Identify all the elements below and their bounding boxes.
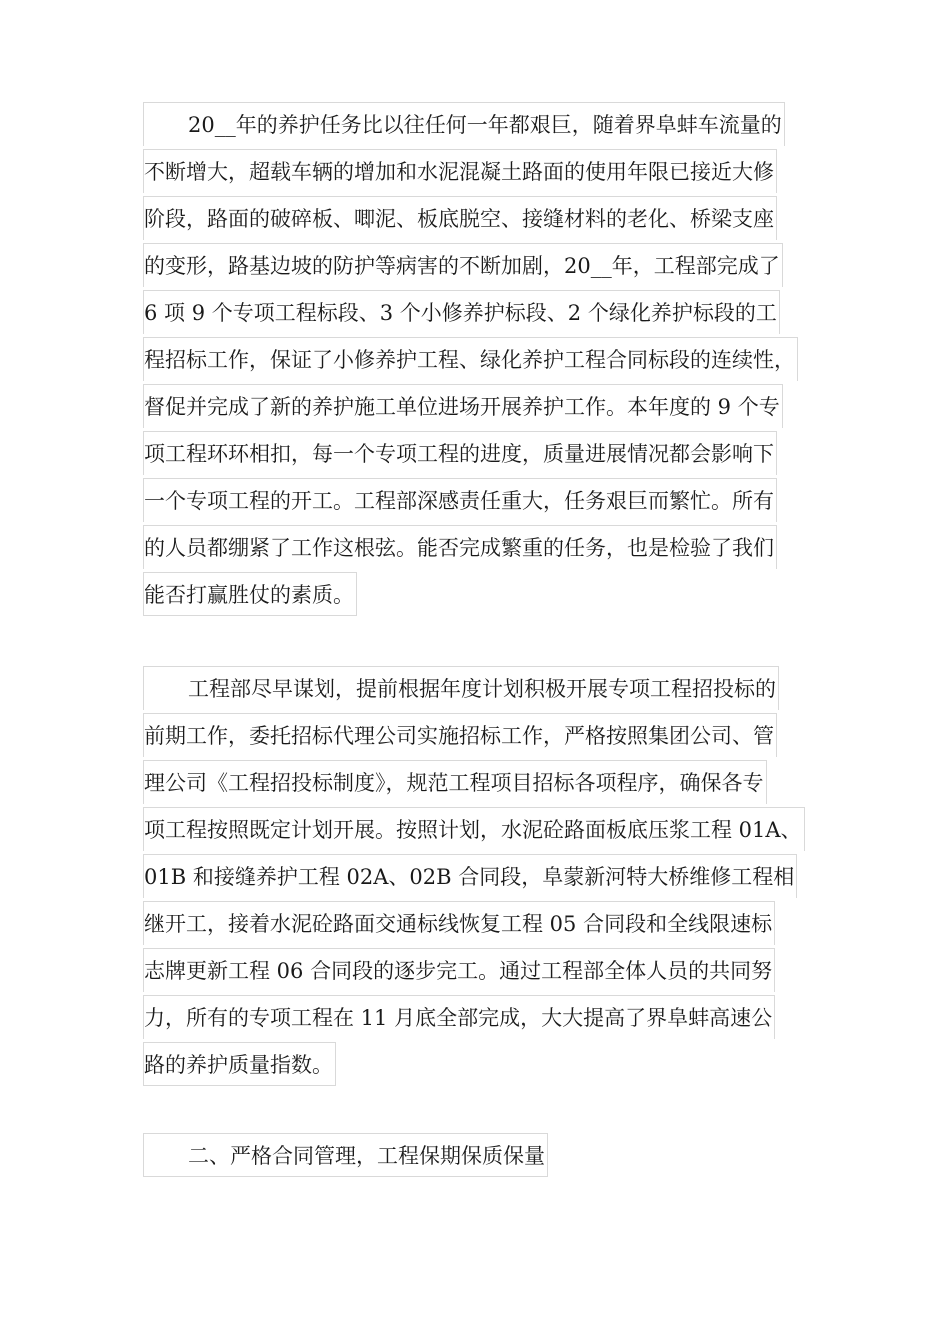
- text-line: 前期工作，委托招标代理公司实施招标工作，严格按照集团公司、管: [143, 713, 777, 757]
- paragraph-1: [143, 102, 818, 619]
- text-line: 继开工，接着水泥砼路面交通标线恢复工程 05 合同段和全线限速标: [143, 901, 775, 945]
- text-line-content: 20__年的养护任务比以往任何一年都艰巨，随着界阜蚌车流量的: [188, 113, 782, 137]
- text-line: 路的养护质量指数。: [143, 1042, 336, 1086]
- text-line: 6 项 9 个专项工程标段、3 个小修养护标段、2 个绿化养护标段的工: [143, 290, 780, 334]
- text-line: 一个专项工程的开工。工程部深感责任重大，任务艰巨而繁忙。所有: [143, 478, 777, 522]
- section-heading: [143, 1133, 818, 1180]
- text-line: [143, 102, 785, 146]
- text-line: 项工程按照既定计划开展。按照计划，水泥砼路面板底压浆工程 01A、: [143, 807, 805, 851]
- text-line: 督促并完成了新的养护施工单位进场开展养护工作。本年度的 9 个专: [143, 384, 783, 428]
- text-line: 的变形，路基边坡的防护等病害的不断加剧，20__年，工程部完成了: [143, 243, 783, 287]
- text-line: 项工程环环相扣，每一个专项工程的进度，质量进展情况都会影响下: [143, 431, 777, 475]
- text-line: 不断增大，超载车辆的增加和水泥混凝土路面的使用年限已接近大修: [143, 149, 777, 193]
- text-line: 力，所有的专项工程在 11 月底全部完成，大大提高了界阜蚌高速公: [143, 995, 775, 1039]
- text-line: 阶段，路面的破碎板、唧泥、板底脱空、接缝材料的老化、桥梁支座: [143, 196, 777, 240]
- text-line: [143, 666, 779, 710]
- text-line: 理公司《工程招投标制度》，规范工程项目招标各项程序，确保各专: [143, 760, 767, 804]
- text-line: 志牌更新工程 06 合同段的逐步完工。通过工程部全体人员的共同努: [143, 948, 775, 992]
- text-line: 程招标工作，保证了小修养护工程、绿化养护工程合同标段的连续性，: [143, 337, 798, 381]
- text-line-content: 工程部尽早谋划，提前根据年度计划积极开展专项工程招投标的: [188, 677, 776, 701]
- heading-text: 二、严格合同管理，工程保期保质保量: [188, 1144, 545, 1168]
- text-line: 01B 和接缝养护工程 02A、02B 合同段，阜蒙新河特大桥维修工程相: [143, 854, 797, 898]
- paragraph-2: [143, 666, 818, 1089]
- text-line: 能否打赢胜仗的素质。: [143, 572, 357, 616]
- text-line: 的人员都绷紧了工作这根弦。能否完成繁重的任务，也是检验了我们: [143, 525, 777, 569]
- heading-line: [143, 1133, 548, 1177]
